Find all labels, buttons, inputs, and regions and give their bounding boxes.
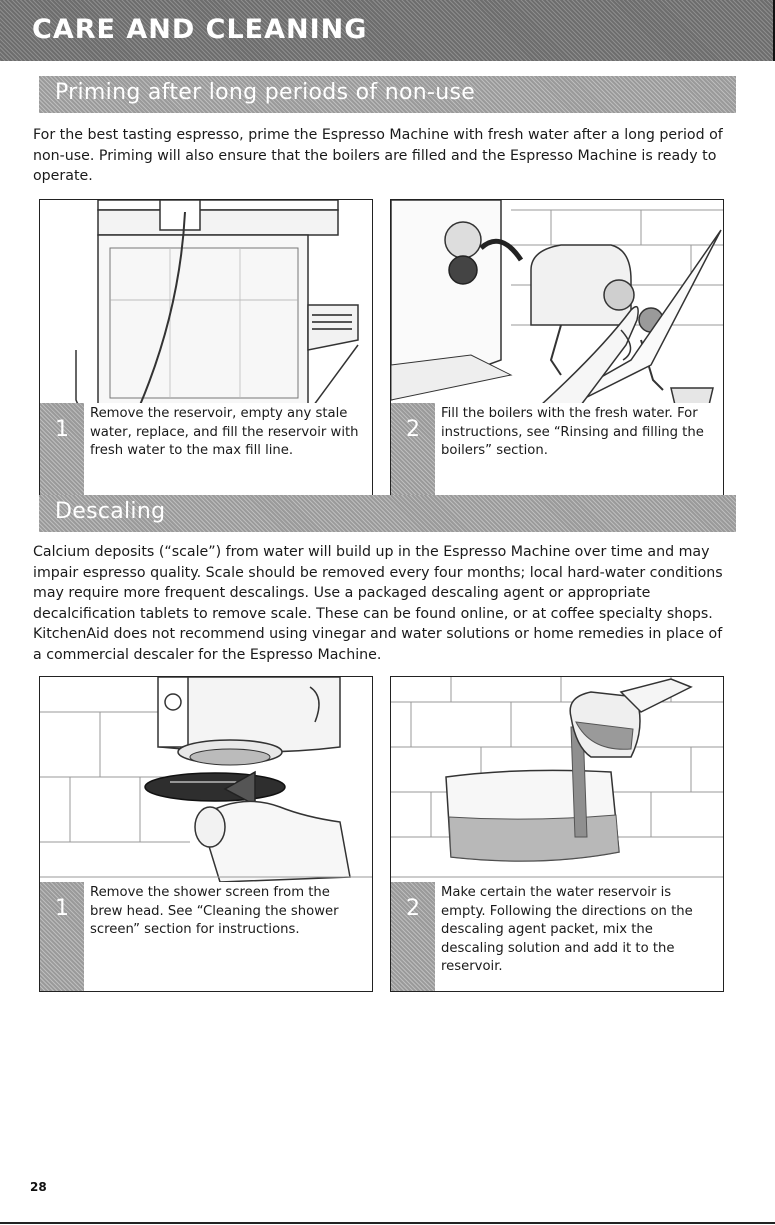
step-text: Remove the shower screen from the brew head. See “Cleaning the shower screen” section for instructions. (90, 885, 339, 937)
step-number-badge (40, 882, 84, 991)
step-number: 2 (406, 896, 420, 921)
priming-step-2-caption (391, 403, 723, 496)
page-number: 28 (30, 1180, 47, 1194)
step-number-badge (40, 403, 84, 496)
step-text: Make certain the water reservoir is empty. Following the directions on the descaling agent packet, mix the descaling solution and add it to the reservoir. (441, 885, 693, 974)
priming-heading-banner (39, 76, 736, 113)
priming-step-2-panel (390, 199, 724, 497)
descaling-intro: Calcium deposits (“scale”) from water will build up in the Espresso Machine over time and may impair espresso quality. Scale should be removed every four months; local hard-water conditions may require more frequent descalings. Use a packaged descaling agent or appropriate decalcification tablets to remove scale. These can be found online, or at coffee specialty shops. KitchenAid does not recommend using vinegar and water solutions or home remedies in place of a commercial descaler for the Espresso Machine. (33, 544, 723, 663)
priming-intro: For the best tasting espresso, prime the Espresso Machine with fresh water after a long period of non-use. Priming will also ensure that the boilers are filled and the Espresso Machine is ready to operate. (33, 127, 723, 184)
step-number: 1 (55, 896, 69, 921)
bottom-rule (0, 1222, 775, 1224)
descaling-step-2-panel (390, 676, 724, 992)
descaling-heading-banner (39, 495, 736, 532)
descaling-step-1-caption (40, 882, 372, 991)
priming-heading: Priming after long periods of non-use (55, 80, 476, 105)
step-text: Remove the reservoir, empty any stale water, replace, and fill the reservoir with fresh water to the max fill line. (90, 406, 359, 458)
descaling-step-1-panel (39, 676, 373, 992)
priming-step-1-caption (40, 403, 372, 496)
descaling-heading: Descaling (55, 499, 166, 524)
section-title-banner (0, 0, 775, 61)
descaling-step-2-caption (391, 882, 723, 991)
section-title: CARE AND CLEANING (32, 14, 368, 45)
step-number-badge (391, 403, 435, 496)
step-number-badge (391, 882, 435, 991)
step-text: Fill the boilers with the fresh water. For instructions, see “Rinsing and filling the boilers” section. (441, 406, 704, 458)
priming-step-1-panel (39, 199, 373, 497)
step-number: 1 (55, 417, 69, 442)
step-number: 2 (406, 417, 420, 442)
